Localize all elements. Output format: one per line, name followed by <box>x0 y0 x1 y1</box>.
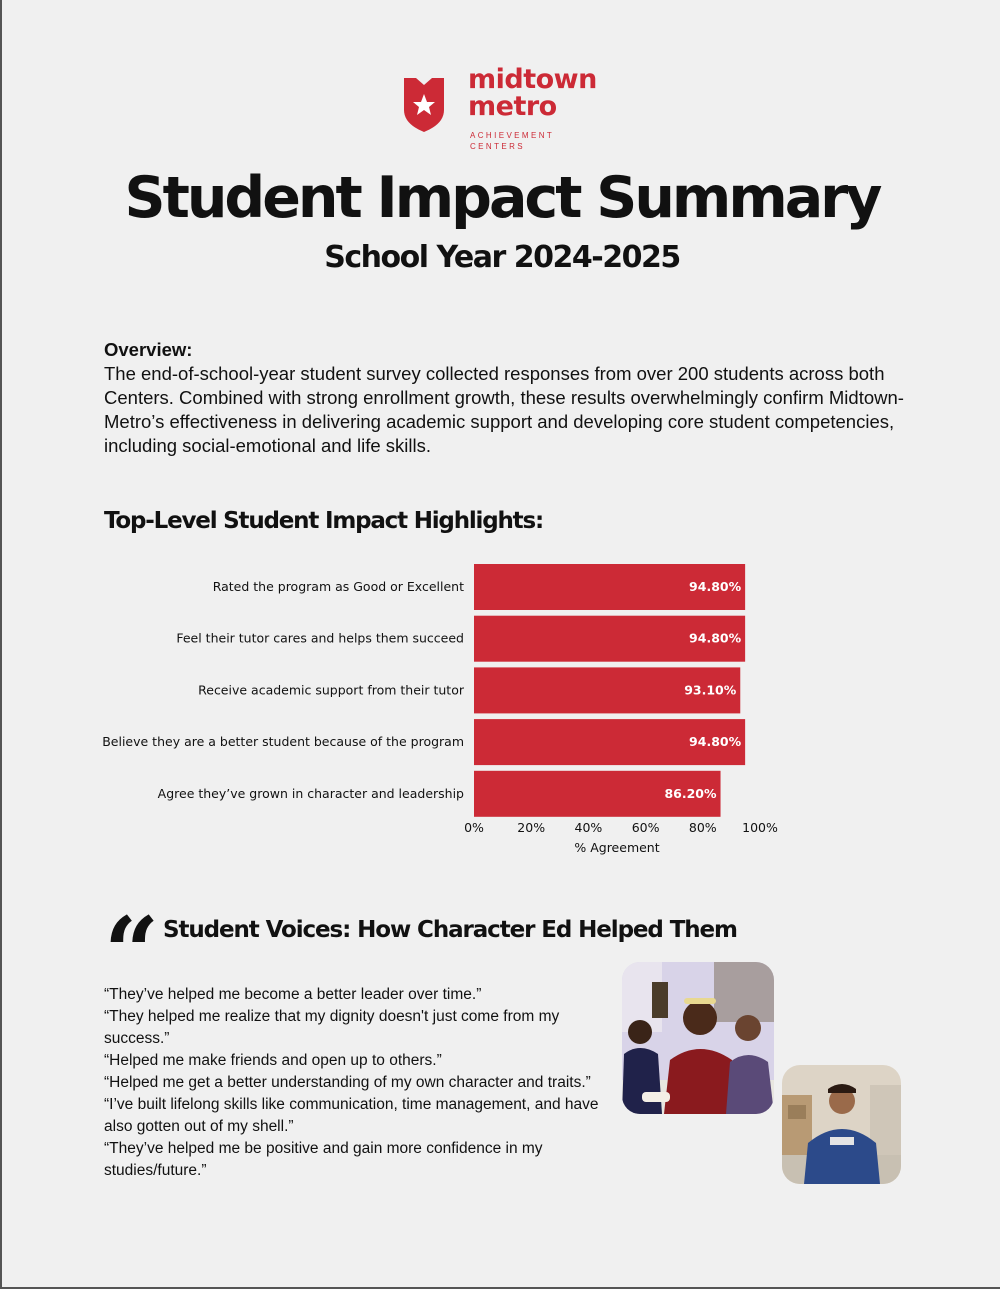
chart-x-axis-title: % Agreement <box>574 840 660 855</box>
student-portrait-photo <box>782 1065 901 1184</box>
star-shield-icon <box>402 72 446 132</box>
chart-data-label: 94.80% <box>689 630 742 646</box>
logo-subtitle <box>470 130 554 152</box>
logo-line-1: midtown <box>468 64 597 95</box>
chart-category-label: Receive academic support from their tutor <box>198 682 464 698</box>
overview-section <box>104 338 904 458</box>
quote-item: “They’ve helped me be positive and gain more confidence in my studies/future.” <box>104 1140 543 1179</box>
chart-category-label: Believe they are a better student because of the program <box>102 734 464 750</box>
chart-x-tick-label: 40% <box>574 820 603 835</box>
quote-mark-icon: “ <box>104 896 160 1009</box>
quote-item: “I’ve built lifelong skills like communication, time management, and have also gotten out of my shell.” <box>104 1096 599 1135</box>
highlights-heading: Top-Level Student Impact Highlights: <box>104 508 543 534</box>
chart-data-label: 93.10% <box>684 682 737 698</box>
chart-category-label: Feel their tutor cares and helps them succeed <box>176 630 464 646</box>
chart-category-label: Rated the program as Good or Excellent <box>212 579 464 594</box>
page-title: Student Impact Summary <box>124 165 880 231</box>
logo-sub-2: CENTERS <box>470 142 526 151</box>
logo-line-2: metro <box>468 91 557 122</box>
overview-text: The end-of-school-year student survey collected responses from over 200 students across both Centers. Combined with strong enrollment growth, these results overwhelmingly confirm Midtown-Metro’s effectiveness in delivering academic support and developing core student competencies, including social-emotional and life skills. <box>104 363 904 456</box>
quote-item: “Helped me get a better understanding of my own character and traits.” <box>104 1074 591 1091</box>
quote-item: “They’ve helped me become a better leader over time.” <box>104 986 482 1003</box>
chart-x-tick-label: 60% <box>631 820 660 835</box>
chart-x-tick-label: 20% <box>517 820 546 835</box>
chart-data-label: 94.80% <box>689 579 742 594</box>
school-year-subtitle: School Year 2024-2025 <box>324 240 680 275</box>
chart-x-tick-label: 80% <box>688 820 717 835</box>
quote-item: “Helped me make friends and open up to others.” <box>104 1052 442 1069</box>
voices-heading: Student Voices: How Character Ed Helped Them <box>163 917 737 943</box>
overview-label: Overview: <box>104 339 193 360</box>
quote-item: “They helped me realize that my dignity doesn't just come from my success.” <box>104 1008 560 1047</box>
impact-bar-chart <box>2 556 1000 862</box>
chart-x-tick-label: 0% <box>464 820 484 835</box>
students-group-photo <box>622 962 774 1114</box>
logo-wordmark <box>468 66 597 120</box>
chart-data-label: 86.20% <box>664 785 717 801</box>
midtown-metro-logo <box>402 64 612 158</box>
chart-data-label: 94.80% <box>689 734 742 750</box>
chart-x-tick-label: 100% <box>742 820 778 835</box>
student-quotes <box>104 984 614 1182</box>
chart-category-label: Agree they’ve grown in character and leadership <box>157 785 464 801</box>
logo-sub-1: ACHIEVEMENT <box>470 131 555 140</box>
